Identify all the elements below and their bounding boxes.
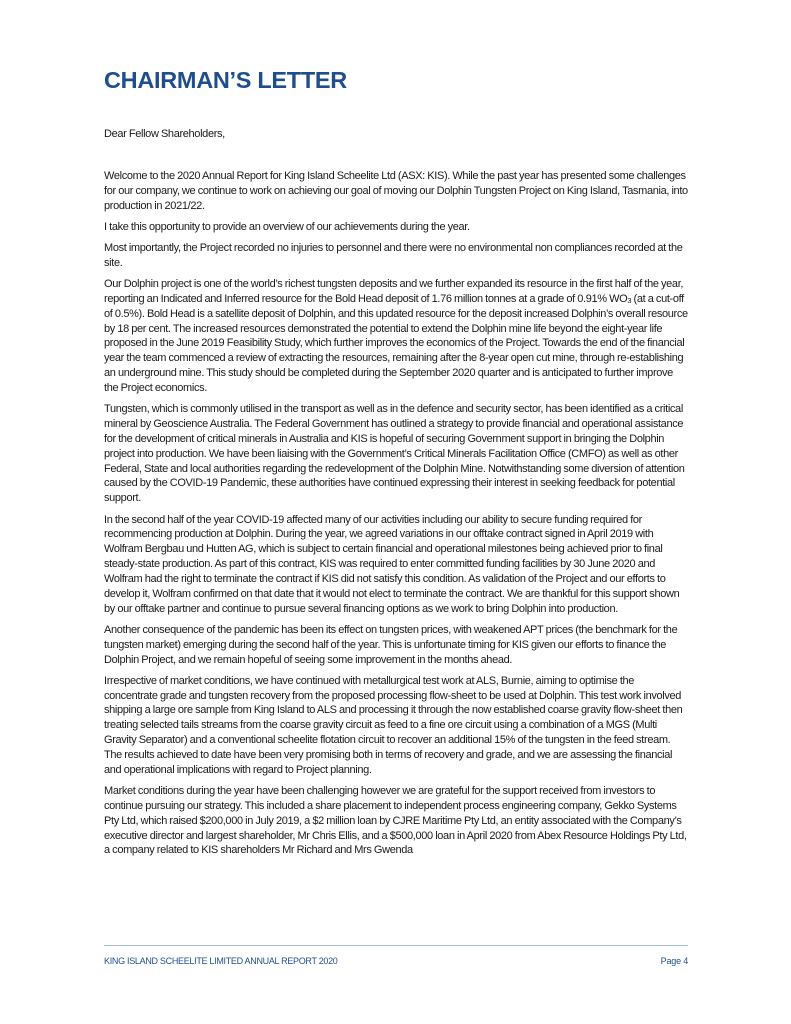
salutation: Dear Fellow Shareholders,: [104, 128, 225, 140]
paragraph-resource-before: Our Dolphin project is one of the world’s richest tungsten deposits and we further expanded its resource in the first half of the year, reporting an Indicated and Inferred resource for the Bold Head deposit of 1.76 million tonnes at a grade of 0.91% WO: [104, 278, 684, 305]
paragraph-metallurgy: Irrespective of market conditions, we have continued with metallurgical test work at ALS, Burnie, aiming to optimise the concentrate grade and tungsten recovery from the proposed processing flow-sheet to be used at Dolphin. This test work involved shipping a large ore sample from King Island to ALS and processing it through the now established coarse gravity flow-sheet then treating selected tails streams from the coarse gravity circuit as feed to a fine ore circuit using a combination of a MGS (Multi Gravity Separator) and a conventional scheelite flotation circuit to recover an additional 15% of the tungsten in the feed stream. The results achieved to date have been very promising both in terms of recovery and grade, and we are assessing the financial and operational implications with regard to Project planning.: [104, 674, 683, 776]
footer-report-title: KING ISLAND SCHEELITE LIMITED ANNUAL REPORT 2020: [104, 956, 338, 966]
page-number: Page 4: [660, 956, 688, 966]
paragraph-welcome: Welcome to the 2020 Annual Report for King Island Scheelite Ltd (ASX: KIS). While the past year has presented some challenges for our company, we continue to work on achieving our goal of moving our Dolphin Tungsten Project on King Island, Tasmania, into production in 2021/22.: [104, 169, 688, 212]
letter-body: [104, 127, 688, 865]
paragraph-resource-after: (at a cut-off of 0.5%). Bold Head is a satellite deposit of Dolphin, and this updated resource for the deposit increased Dolphin’s overall resource by 18 per cent. The increased resources demonstrated the potential to extend the Dolphin mine life beyond the eight-year life proposed in the June 2019 Feasibility Study, which further improves the economics of the Project. Towards the end of the financial year the team commenced a review of extracting the resources, remaining after the 8-year open cut mine, through re-establishing an underground mine. This study should be completed during the September 2020 quarter and is anticipated to further improve the Project economics.: [104, 292, 688, 394]
paragraph-tungsten-prices: Another consequence of the pandemic has been its effect on tungsten prices, with weakened APT prices (the benchmark for the tungsten market) emerging during the second half of the year. This is unfortunate timing for KIS given our efforts to finance the Dolphin Project, and we remain hopeful of seeing some improvement in the months ahead.: [104, 623, 678, 666]
paragraph-covid-funding: In the second half of the year COVID-19 affected many of our activities including our ability to secure funding required for recommencing production at Dolphin. During the year, we agreed variations in our offtake contract signed in April 2019 with Wolfram Bergbau und Hutten AG, which is subject to certain financial and operational milestones being achieved prior to final steady-state production. As part of this contract, KIS was required to enter committed funding facilities by 30 June 2020 and Wolfram had the right to terminate the contract if KIS did not satisfy this condition. As validation of the Project and our efforts to develop it, Wolfram confirmed on that date that it would not elect to terminate the contract. We are thankful for this support shown by our offtake partner and continue to pursue several financing options as we work to bring Dolphin into production.: [104, 513, 680, 615]
paragraph-safety: Most importantly, the Project recorded no injuries to personnel and there were no environmental non compliances recorded at the site.: [104, 242, 683, 269]
wo3-subscript: 3: [627, 295, 632, 305]
page-title: CHAIRMAN’S LETTER: [104, 67, 347, 93]
paragraph-critical-mineral: Tungsten, which is commonly utilised in the transport as well as in the defence and security sector, has been identified as a critical mineral by Geoscience Australia. The Federal Government has outlined a strategy to provide financial and operational assistance for the development of critical minerals in Australia and KIS is hopeful of securing Government support in bringing the Dolphin project into production. We have been liaising with the Government’s Critical Minerals Facilitation Office (CMFO) as well as other Federal, State and local authorities regarding the redevelopment of the Dolphin Mine. Notwithstanding some diversion of attention caused by the COVID-19 Pandemic, these authorities have continued expressing their interest in seeking feedback for potential support.: [104, 403, 685, 505]
paragraph-overview: I take this opportunity to provide an overview of our achievements during the year.: [104, 220, 470, 233]
footer-divider: [104, 945, 688, 946]
paragraph-market-conditions: Market conditions during the year have been challenging however we are grateful for the support received from investors to continue pursuing our strategy. This included a share placement to independent process engineering company, Gekko Systems Pty Ltd, which raised $200,000 in July 2019, a $2 million loan by CJRE Maritime Pty Ltd, an entity associated with the Company’s executive director and largest shareholder, Mr Chris Ellis, and a $500,000 loan in April 2020 from Abex Resource Holdings Pty Ltd, a company related to KIS shareholders Mr Richard and Mrs Gwenda: [104, 785, 687, 857]
paragraph-resource: [104, 277, 688, 396]
